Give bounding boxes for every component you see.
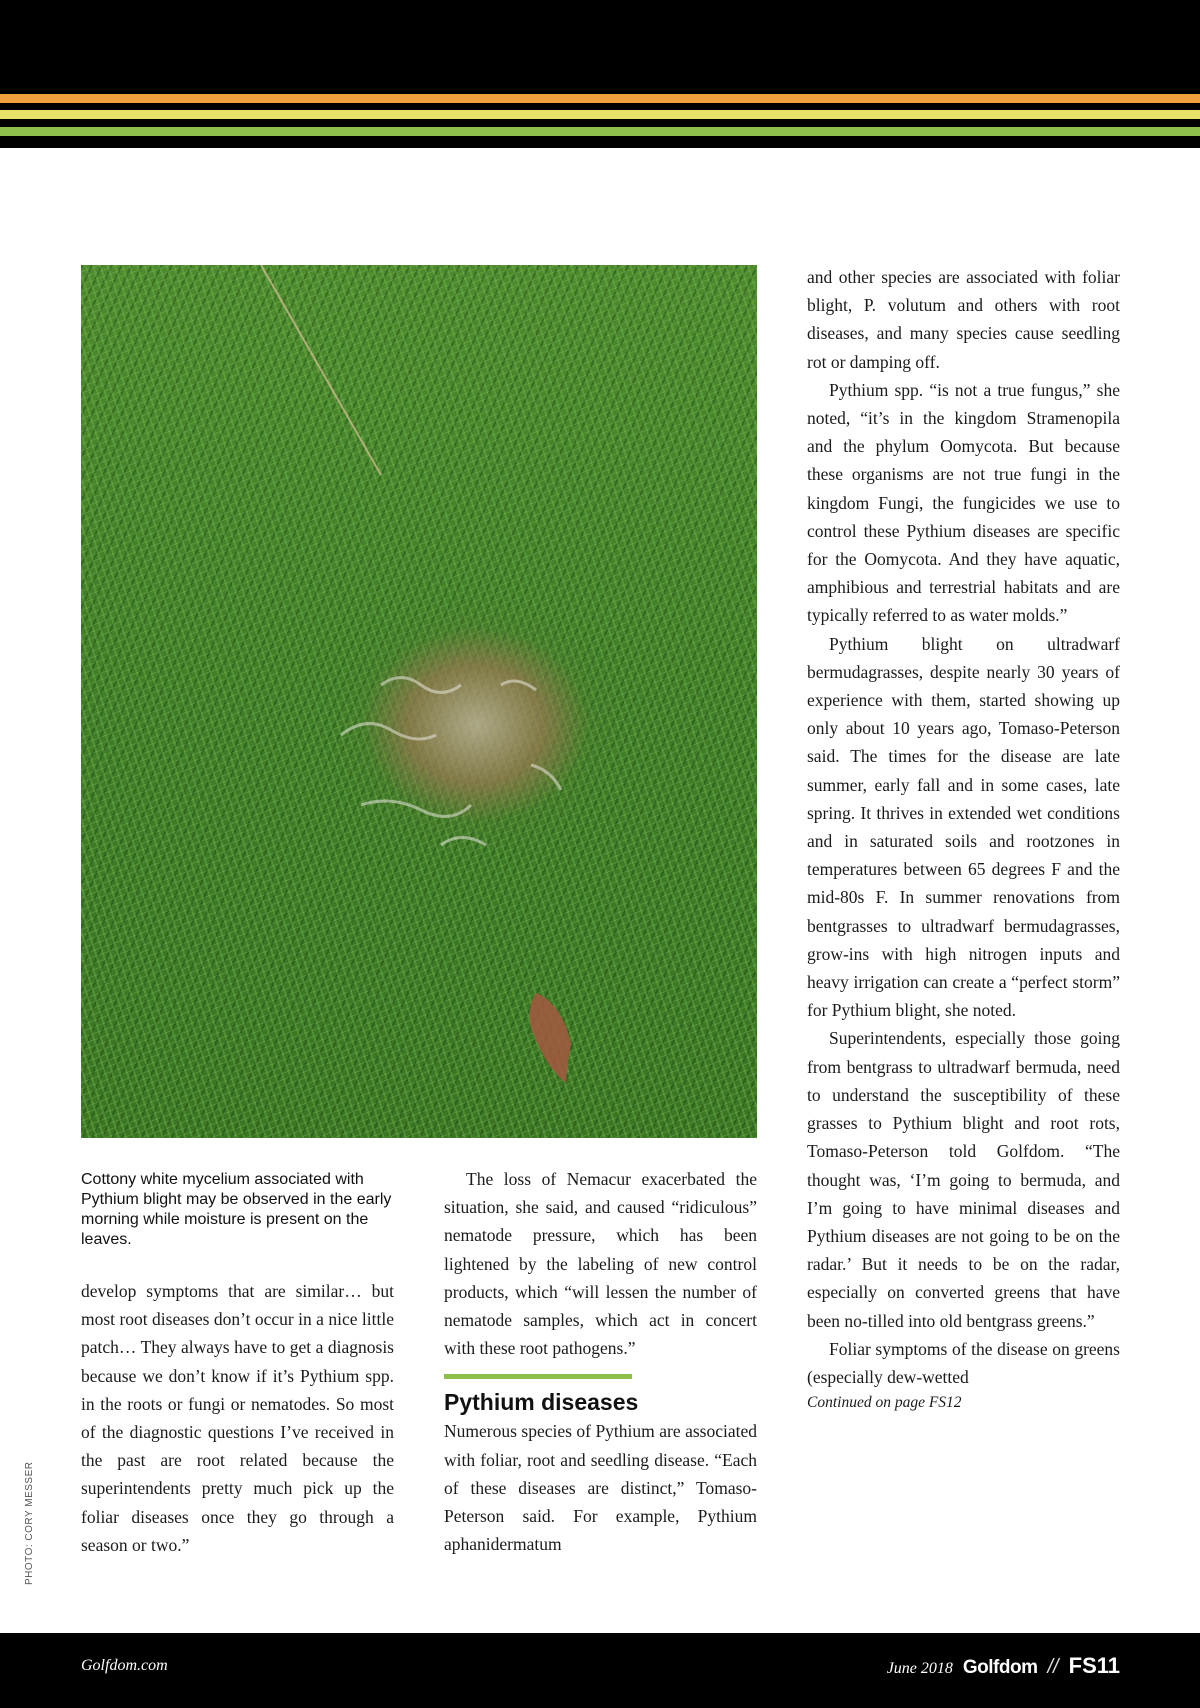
column-3-paragraph-5: Foliar symptoms of the disease on greens (especially dew-wetted	[807, 1338, 1120, 1387]
green-stripe	[0, 127, 1200, 136]
magazine-logo: Golfdom	[962, 1657, 1038, 1678]
subhead-rule	[444, 1374, 632, 1379]
photo-credit: PHOTO: CORY MESSER	[24, 1461, 35, 1585]
yellow-stripe	[0, 110, 1200, 119]
column-1	[81, 1277, 394, 1559]
folio-separator: //	[1047, 1656, 1059, 1678]
page-footer	[0, 1633, 1200, 1708]
issue-date: June 2018	[886, 1660, 953, 1677]
footer-url[interactable]: Golfdom.com	[81, 1657, 168, 1674]
column-2-paragraph-2: Numerous species of Pythium are associated with foliar, root and seedling disease. “Each of these diseases are distinct,” Tomaso-Peterson said. For example, Pythium aphanidermatum	[444, 1421, 757, 1555]
column-3-paragraph-2: Pythium spp. “is not a true fungus,” she noted, “it’s in the kingdom Stramenopila and the phylum Oomycota. But because these organisms are not true fungi in the kingdom Fungi, the fungicides we use to control these Pythium diseases are specific for the Oomycota. And they have aquatic, amphibious and terrestrial habitats and are typically referred to as water molds.”	[807, 379, 1120, 626]
column-3-paragraph-1: and other species are associated with foliar blight, P. volutum and others with root diseases, and many species cause seedling rot or damping off.	[807, 267, 1120, 372]
section-subhead: Pythium diseases	[444, 1389, 639, 1416]
column-2-paragraph-1: The loss of Nemacur exacerbated the situation, she said, and caused “ridiculous” nematode pressure, which has been lightened by the labeling of new control products, which “will lessen the number of nematode samples, which act in concert with these root pathogens.”	[444, 1169, 757, 1359]
footer-folio	[887, 1653, 1120, 1679]
column-3-paragraph-3: Pythium blight on ultradwarf bermudagrasses, despite nearly 30 years of experience with them, started showing up only about 10 years ago, Tomaso-Peterson said. The times for the disease are late summer, early fall and in some cases, late spring. It thrives in extended wet conditions and in saturated soils and rootzones in temperatures between 65 degrees F and the mid-80s F. In summer renovations from bentgrasses to ultradwarf bermudagrasses, grow-ins with high nitrogen inputs and heavy irrigation can create a “perfect storm” for Pythium blight, she noted.	[807, 633, 1120, 1021]
turf-disease-photo	[81, 265, 757, 1138]
continued-note: Continued on page FS12	[807, 1394, 962, 1412]
column-3-paragraph-4: Superintendents, especially those going from bentgrass to ultradwarf bermuda, need to understand the susceptibility of these grasses to Pythium blight and root rots, Tomaso-Peterson told Golfdom. “The thought was, ‘I’m going to bermuda, and I’m going to have minimal diseases and Pythium diseases are not going to be on the radar.’ But it needs to be on the radar, especially on converted greens that have been no-tilled into old bentgrass greens.”	[807, 1028, 1120, 1331]
photo-details	[81, 265, 757, 1138]
column-1-paragraph: develop symptoms that are similar… but most root diseases don’t occur in a nice little patch… They always have to get a diagnosis because we don’t know if it’s Pythium spp. in the roots or fungi or nematodes. So most of the diagnostic questions I’ve received in the past are root related because the superintendents pretty much pick up the foliar diseases once they go through a season or two.”	[81, 1281, 394, 1555]
orange-stripe	[0, 94, 1200, 103]
page-number: FS11	[1068, 1653, 1120, 1678]
photo-caption: Cottony white mycelium associated with Pythium blight may be observed in the early morning while moisture is present on the leaves.	[81, 1171, 392, 1248]
column-2	[444, 1165, 757, 1558]
column-3	[807, 263, 1120, 1415]
header-bar	[0, 0, 1200, 148]
